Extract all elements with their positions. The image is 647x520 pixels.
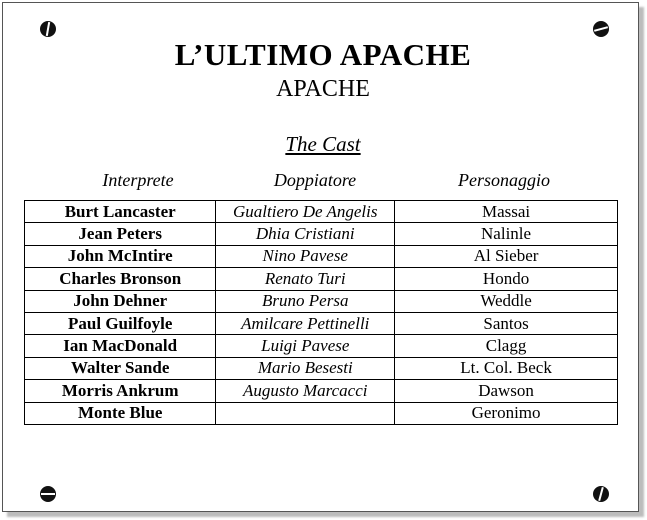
actor-cell: Morris Ankrum: [25, 380, 216, 402]
dubber-cell: Nino Pavese: [216, 245, 395, 267]
character-cell: Clagg: [395, 335, 618, 357]
table-row: [25, 312, 618, 334]
column-header-character: Personaggio: [458, 170, 550, 190]
screw-icon-top-left: [40, 21, 56, 37]
character-cell: Nalinle: [395, 223, 618, 245]
dubber-cell: Dhia Cristiani: [216, 223, 395, 245]
character-cell: Weddle: [395, 290, 618, 312]
table-row: [25, 223, 618, 245]
character-cell: Hondo: [395, 268, 618, 290]
dubber-cell: Luigi Pavese: [216, 335, 395, 357]
table-row: [25, 402, 618, 424]
table-row: [25, 290, 618, 312]
table-row: [25, 201, 618, 223]
column-header-actor: Interprete: [102, 170, 174, 190]
character-cell: Santos: [395, 312, 618, 334]
actor-cell: Paul Guilfoyle: [25, 312, 216, 334]
actor-cell: John Dehner: [25, 290, 216, 312]
cast-heading: The Cast: [285, 132, 361, 156]
table-row: [25, 335, 618, 357]
actor-cell: Jean Peters: [25, 223, 216, 245]
actor-cell: John McIntire: [25, 245, 216, 267]
character-cell: Geronimo: [395, 402, 618, 424]
character-cell: Dawson: [395, 380, 618, 402]
actor-cell: Monte Blue: [25, 402, 216, 424]
actor-cell: Ian MacDonald: [25, 335, 216, 357]
character-cell: Lt. Col. Beck: [395, 357, 618, 379]
character-cell: Massai: [395, 201, 618, 223]
actor-cell: Charles Bronson: [25, 268, 216, 290]
dubber-cell: Mario Besesti: [216, 357, 395, 379]
column-header-dubber: Doppiatore: [273, 170, 357, 190]
screw-icon-bottom-left: [40, 486, 56, 502]
dubber-cell: Gualtiero De Angelis: [216, 201, 395, 223]
dubber-cell: Bruno Persa: [216, 290, 395, 312]
table-row: [25, 245, 618, 267]
table-row: [25, 357, 618, 379]
screw-icon-top-right: [593, 21, 609, 37]
page-title: L’ULTIMO APACHE: [174, 37, 472, 72]
dubber-cell: Renato Turi: [216, 268, 395, 290]
dubber-cell: [216, 402, 395, 424]
table-row: [25, 268, 618, 290]
actor-cell: Burt Lancaster: [25, 201, 216, 223]
screw-icon-bottom-right: [593, 486, 609, 502]
table-row: [25, 380, 618, 402]
dubber-cell: Augusto Marcacci: [216, 380, 395, 402]
cast-table: [24, 200, 618, 425]
page-subtitle: APACHE: [276, 76, 370, 102]
dubber-cell: Amilcare Pettinelli: [216, 312, 395, 334]
actor-cell: Walter Sande: [25, 357, 216, 379]
character-cell: Al Sieber: [395, 245, 618, 267]
plaque: [2, 2, 639, 512]
